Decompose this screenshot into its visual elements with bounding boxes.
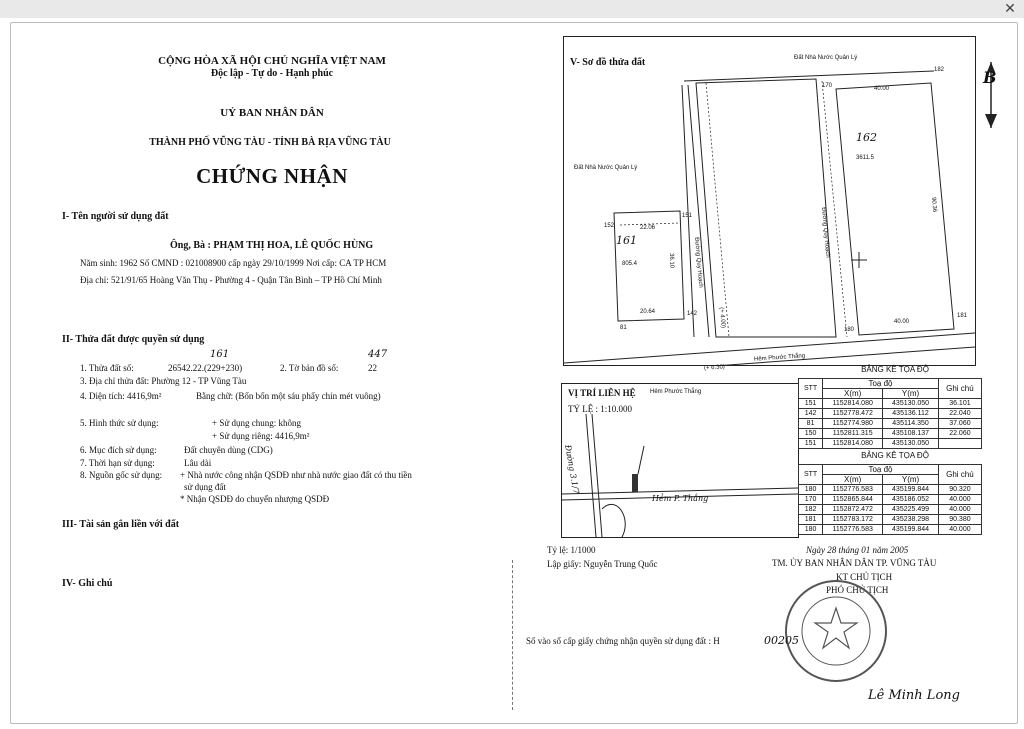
registry-value: 00205 — [764, 634, 799, 647]
owner-id-line: Năm sinh: 1962 Số CMND : 021008900 cấp ngày 29/10/1999 Nơi cấp: CA TP HCM — [80, 258, 387, 268]
authority-name: UỶ BAN NHÂN DÂN — [220, 107, 324, 119]
site-map-drawing — [564, 37, 975, 365]
dim-top: 40.00 — [874, 86, 890, 92]
authority-city: THÀNH PHỐ VŨNG TÀU - TỈNH BÀ RỊA VŨNG TÀU — [149, 137, 391, 148]
node-81: 81 — [620, 325, 627, 331]
location-heading: VỊ TRÍ LIÊN HỆ — [568, 388, 636, 398]
dim-side: 90.36 — [930, 197, 938, 213]
parcel-number-handwritten: 161 — [210, 349, 230, 360]
node-181: 181 — [957, 313, 968, 319]
table-row: 151 1152814.080 435130.050 36.101 — [799, 399, 982, 409]
fold-line — [512, 560, 513, 710]
section1-heading: I- Tên người sử dụng đất — [62, 211, 169, 222]
usage-shared: + Sử dụng chung: không — [212, 418, 301, 428]
node-151: 151 — [682, 213, 693, 219]
origin-line1: + Nhà nước công nhận QSDĐ như nhà nước giao đất có thu tiền — [180, 470, 412, 480]
close-icon[interactable]: ✕ — [1004, 1, 1016, 17]
signer-title3: PHÓ CHỦ TỊCH — [826, 585, 889, 595]
national-header: CỘNG HÒA XÃ HỘI CHỦ NGHĨA VIỆT NAM — [158, 55, 386, 67]
col-y: Y(m) — [883, 475, 939, 485]
dim-bottom: 40.00 — [894, 319, 910, 325]
col-coord: Toạ độ — [823, 465, 939, 475]
location-road: Hẻm P. Thắng — [652, 494, 709, 503]
dim-small-top: 22.06 — [640, 225, 656, 231]
road-plan-label-2: Đường Quy Hoạch — [820, 207, 831, 258]
table-row: 180 1152776.583 435199.844 90.320 — [799, 485, 982, 495]
footer-date: Ngày 28 tháng 01 năm 2005 — [806, 545, 909, 555]
usage-purpose-value: Đất chuyên dùng (CDG) — [184, 445, 273, 455]
table-row: 151 1152814.080 435130.050 — [799, 439, 982, 449]
registry-label: Số vào sổ cấp giấy chứng nhận quyền sử dụng đất : H — [526, 636, 720, 646]
parcel-162-label: 162 — [856, 131, 877, 144]
coord-table2 — [798, 464, 982, 535]
top-bar — [0, 0, 1024, 18]
coord-table1 — [798, 378, 982, 449]
node-152: 152 — [604, 223, 615, 229]
parcel-area-text: Bằng chữ: (Bốn bốn một sáu phẩy chín mét vuông) — [196, 391, 381, 401]
usage-private: + Sử dụng riêng: 4416,9m² — [212, 431, 310, 441]
table-row: 170 1152865.844 435186.052 40.000 — [799, 495, 982, 505]
origin-line2: sử dụng đất — [184, 482, 226, 492]
section4-heading: IV- Ghi chú — [62, 578, 113, 589]
table-row: 142 1152778.472 435136.112 22.040 — [799, 409, 982, 419]
compass-north-letter: B — [983, 68, 997, 87]
map-top-label: Đất Nhà Nước Quản Lý — [794, 55, 858, 61]
footer-drafter: Lập giấy: Nguyễn Trung Quốc — [547, 559, 658, 569]
table-row: 181 1152783.172 435238.298 90.380 — [799, 515, 982, 525]
parcel-162-area: 3611.5 — [856, 155, 874, 161]
parcel-number-label: 1. Thửa đất số: — [80, 363, 134, 373]
road-width-label: (+ 6.30) — [703, 364, 726, 372]
map-left-label: Đất Nhà Nước Quản Lý — [574, 165, 638, 171]
official-seal-icon — [783, 578, 889, 684]
location-road2: Đường 3.1/7 — [563, 444, 581, 495]
location-map — [561, 383, 799, 538]
page-title: CHỨNG NHẬN — [196, 164, 348, 188]
col-x: X(m) — [823, 389, 883, 399]
origin-line3: * Nhận QSDĐ do chuyển nhượng QSDĐ — [180, 494, 330, 504]
table-row: 180 1152776.583 435199.844 40.000 — [799, 525, 982, 535]
table-row: 150 1152811.315 435108.137 22.060 — [799, 429, 982, 439]
table-row: 81 1152774.980 435114.350 37.060 — [799, 419, 982, 429]
national-motto: Độc lập - Tự do - Hạnh phúc — [210, 68, 334, 79]
col-coord: Toạ độ — [823, 379, 939, 389]
signer-title2: KT CHỦ TỊCH — [836, 572, 893, 582]
signer-title1: TM. ỦY BAN NHÂN DÂN TP. VŨNG TÀU — [772, 558, 937, 568]
usage-term-label: 7. Thời hạn sử dụng: — [80, 458, 155, 468]
col-y: Y(m) — [883, 389, 939, 399]
coord-table1-title: BẢNG KÊ TỌA ĐỘ — [861, 365, 929, 374]
parcel-number-value: 26542.22.(229+230) — [168, 363, 243, 373]
owner-address: Địa chỉ: 521/91/65 Hoàng Văn Thụ - Phường 4 - Quận Tân Bình – TP Hồ Chí Minh — [80, 275, 382, 285]
signature: Lê Minh Long — [868, 688, 960, 703]
usage-form-label: 5. Hình thức sử dụng: — [80, 418, 159, 428]
col-x: X(m) — [823, 475, 883, 485]
col-note: Ghi chú — [938, 465, 981, 485]
section2-heading: II- Thửa đất được quyền sử dụng — [62, 334, 205, 345]
dim-small-bottom: 20.64 — [640, 309, 656, 315]
node-182: 182 — [934, 67, 945, 73]
road-width-label-2: (+ 4.00) — [718, 307, 726, 329]
location-scale: TỶ LỆ : 1:10.000 — [568, 404, 632, 414]
usage-term-value: Lâu dài — [184, 458, 212, 468]
parcel-address: 3. Địa chỉ thửa đất: Phường 12 - TP Vũng Tàu — [80, 376, 247, 386]
owners: Ông, Bà : PHẠM THỊ HOA, LÊ QUỐC HÙNG — [170, 240, 374, 251]
map-sheet-label: 2. Tờ bản đồ số: — [280, 363, 339, 373]
map-heading: V- Sơ đồ thửa đất — [570, 57, 646, 68]
usage-purpose-label: 6. Mục đích sử dụng: — [80, 445, 157, 455]
dim-small-side: 36.10 — [668, 253, 675, 269]
col-stt: STT — [799, 465, 823, 485]
coord-table2-title: BẢNG KÊ TỌA ĐỘ — [861, 451, 929, 460]
table-row: 182 1152872.472 435225.499 40.000 — [799, 505, 982, 515]
road-plan-label-1: Đường Quy Hoạch — [693, 237, 704, 288]
map-sheet-handwritten: 447 — [368, 349, 388, 360]
col-stt: STT — [799, 379, 823, 399]
location-hem: Hẻm Phước Thắng — [650, 389, 702, 395]
road-name-label: Hẻm Phước Thắng — [753, 353, 806, 363]
node-142: 142 — [687, 311, 698, 317]
footer-scale: Tỷ lệ: 1/1000 — [547, 545, 596, 555]
origin-label: 8. Nguồn gốc sử dụng: — [80, 470, 163, 480]
parcel-161-label: 161 — [616, 234, 637, 247]
parcel-area: 4. Diện tích: 4416,9m² — [80, 391, 162, 401]
node-170: 170 — [822, 83, 833, 89]
col-note: Ghi chú — [938, 379, 981, 399]
node-180: 180 — [844, 327, 855, 333]
parcel-161-area: 805.4 — [622, 261, 638, 267]
section3-heading: III- Tài sản gắn liền với đất — [62, 519, 180, 530]
map-sheet-value: 22 — [368, 363, 377, 373]
